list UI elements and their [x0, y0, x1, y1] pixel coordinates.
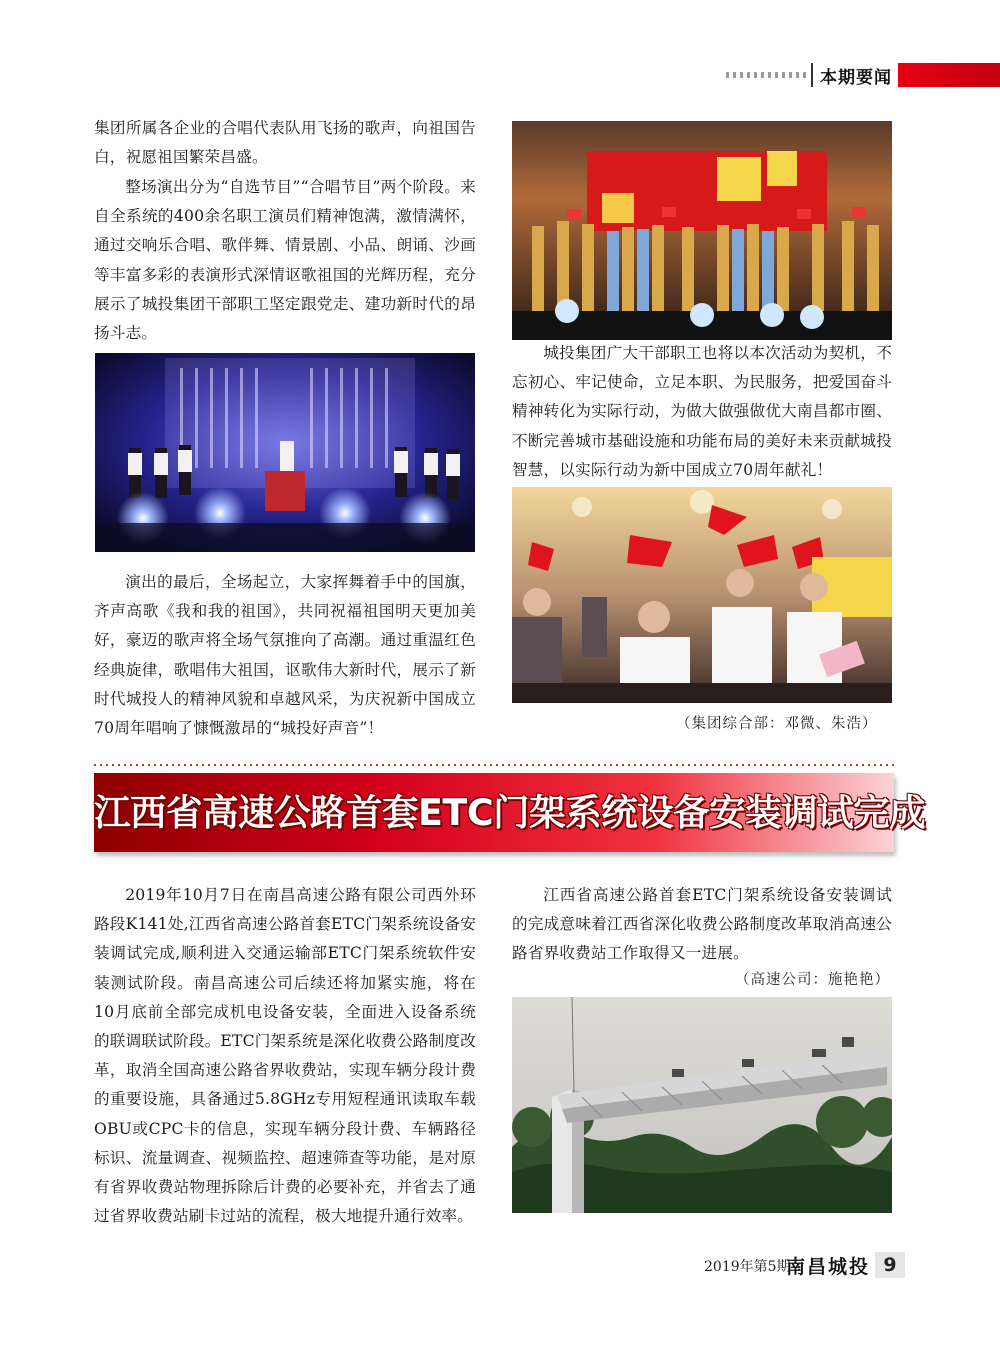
article2-paragraph-1: 2019年10月7日在南昌高速公路有限公司西外环路段K141处,江西省高速公路首套ETC门架系统设备安装调试完成,顺利进入交通运输部ETC门架系统软件安装测试阶段。南昌高速公司后续还将加紧实施，将在10月底前全部完成机电设备安装，全面进入设备系统的联调联试阶段。ETC门架系统是深化收费公路制度改革，取消全国高速公路省界收费站，实现车辆分段计费的重要设施，具备通过5.8GHz专用短程通讯读取车载OBU或CPC卡的信息，实现车辆分段计费、车辆路径标识、流量调查、视频监控、超速筛查等功能，是对原有省界收费站物理拆除后计费的必要补充，并省去了通过省界收费站刷卡过站的流程，极大地提升通行效率。 — [94, 886, 476, 1226]
article2-headline: 江西省高速公路首套ETC门架系统设备安装调试完成 — [94, 791, 926, 834]
article2-paragraph-2: 江西省高速公路首套ETC门架系统设备安装调试的完成意味着江西省深化收费公路制度改革取消高速公路省界收费站工作取得又一进展。 — [512, 886, 892, 963]
article1-credit: （集团综合部：邓微、朱浩） — [676, 716, 878, 732]
header-dot-rule — [726, 72, 806, 78]
article2-credit: （高速公司：施艳艳） — [735, 972, 890, 988]
article1-paragraph-1: 集团所属各企业的合唱代表队用飞扬的歌声，向祖国告白，祝愿祖国繁荣昌盛。 — [94, 119, 476, 167]
section-title: 本期要闻 — [820, 68, 892, 88]
header-red-tab — [898, 63, 1000, 87]
header-divider — [811, 63, 813, 87]
page-number: 9 — [875, 1252, 905, 1278]
article1-paragraph-4: 城投集团广大干部职工也将以本次活动为契机，不忘初心、牢记使命，立足本职、为民服务，把爱国奋斗精神转化为实际行动，为做大做强做优大南昌都市圈、不断完善城市基础设施和功能布局的美好未来贡献城投智慧，以实际行动为新中国成立70周年献礼！ — [512, 344, 892, 479]
chorus-stage-photo — [512, 121, 892, 340]
section-dotted-rule — [94, 764, 894, 766]
etc-gantry-photo — [512, 997, 892, 1213]
headline-banner — [94, 773, 926, 852]
stage-performance-photo — [95, 353, 475, 552]
article1-paragraph-3: 演出的最后，全场起立，大家挥舞着手中的国旗，齐声高歌《我和我的祖国》，共同祝福祖国明天更加美好，豪迈的歌声将全场气氛推向了高潮。通过重温红色经典旋律，歌唱伟大祖国，讴歌伟大新时代，展示了新时代城投人的精神风貌和卓越风采，为庆祝新中国成立70周年唱响了慷慨激昂的“城投好声音”！ — [94, 573, 476, 738]
magazine-name: 南昌城投 — [786, 1256, 871, 1278]
flag-waving-audience-photo — [512, 487, 892, 703]
article1-paragraph-2: 整场演出分为“自选节目”“合唱节目”两个阶段。来自全系统的400余名职工演员们精神饱满，激情满怀，通过交响乐合唱、歌伴舞、情景剧、小品、朗诵、沙画等丰富多彩的表演形式深情讴歌祖国的光辉历程，充分展示了城投集团干部职工坚定跟党走、建功新时代的昂扬斗志。 — [94, 178, 476, 343]
issue-number: 2019年第5期 — [704, 1259, 791, 1275]
